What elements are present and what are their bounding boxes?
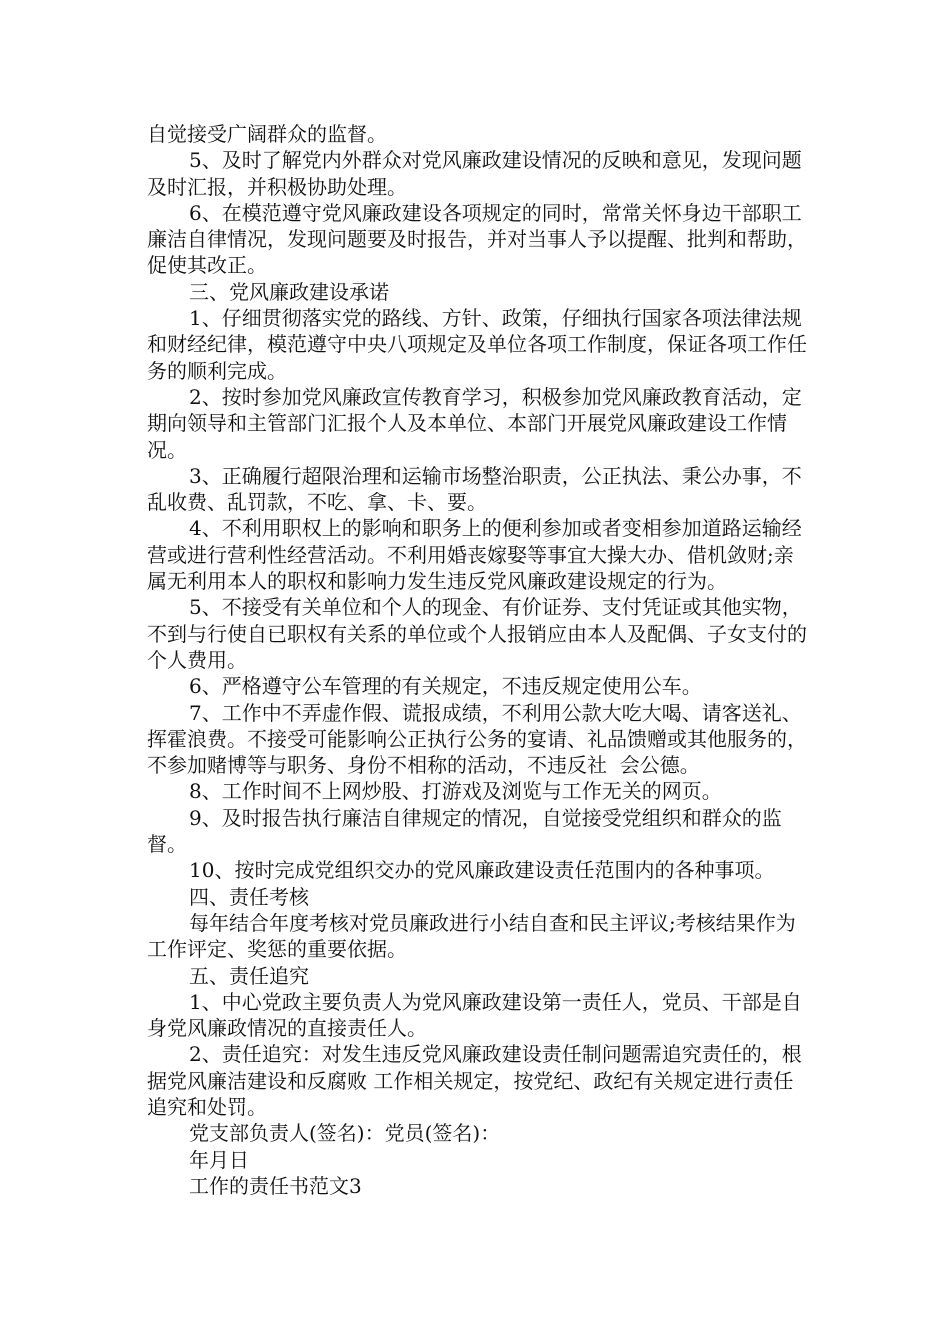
accountability-item-2: 2、责任追究：对发生违反党风廉政建设责任制问题需追究责任的，根据党风廉洁建设和反腐败 工作相关规定，按党纪、政纪有关规定进行责任追究和处罚。 <box>147 1042 802 1119</box>
commitment-item-3: 3、正确履行超限治理和运输市场整治职责，公正执法、秉公办事，不乱收费、乱罚款，不吃、拿、卡、要。 <box>147 463 802 515</box>
document-body <box>147 121 807 1199</box>
commitment-item-2: 2、按时参加党风廉政宣传教育学习，积极参加党风廉政教育活动，定期向领导和主管部门汇报个人及本单位、本部门开展党风廉政建设工作情况。 <box>147 384 802 462</box>
signature-line: 党支部负责人(签名)：党员(签名)： <box>189 1121 501 1146</box>
commitment-item-1: 1、仔细贯彻落实党的路线、方针、政策，仔细执行国家各项法律法规和财经纪律，模范遵守中央八项规定及单位各项工作制度，保证各项工作任务的顺利完成。 <box>147 306 807 383</box>
commitment-item-7: 7、工作中不弄虚作假、谎报成绩，不利用公款大吃大喝、请客送礼、挥霍浪费。不接受可能影响公正执行公务的宴请、礼品馈赠或其他服务的，不参加赌博等与职务、身份不相称的活动，不违反社 会公德。 <box>147 700 807 778</box>
section-heading-3: 三、党风廉政建设承诺 <box>189 279 389 304</box>
paragraph-continuation: 自觉接受广阔群众的监督。 <box>147 122 387 146</box>
date-line: 年月日 <box>189 1147 249 1172</box>
commitment-item-5: 5、不接受有关单位和个人的现金、有价证券、支付凭证或其他实物，不到与行使自已职权有关系的单位或个人报销应由本人及配偶、子女支付的个人费用。 <box>147 595 807 672</box>
commitment-item-9: 9、及时报告执行廉洁自律规定的情况，自觉接受党组织和群众的监督。 <box>147 805 782 857</box>
commitment-item-8: 8、工作时间不上网炒股、打游戏及浏览与工作无关的网页。 <box>189 779 722 804</box>
paragraph-item-5: 5、及时了解党内外群众对党风廉政建设情况的反映和意见，发现问题及时汇报，并积极协助处理。 <box>147 148 802 199</box>
section-heading-4: 四、责任考核 <box>189 884 309 909</box>
commitment-item-6: 6、严格遵守公车管理的有关规定，不违反规定使用公车。 <box>189 674 702 699</box>
next-sample-title: 工作的责任书范文3 <box>189 1173 362 1198</box>
commitment-item-4: 4、不利用职权上的影响和职务上的便利参加或者变相参加道路运输经营或进行营利性经营活动。不利用婚丧嫁娶等事宜大操大办、借机敛财;亲属无利用本人的职权和影响力发生违反党风廉政建设规定的行为。 <box>147 516 802 594</box>
accountability-item-1: 1、中心党政主要负责人为党风廉政建设第一责任人，党员、干部是自身党风廉政情况的直接责任人。 <box>147 989 802 1041</box>
paragraph-item-6: 6、在模范遵守党风廉政建设各项规定的同时，常常关怀身边干部职工廉洁自律情况，发现问题要及时报告，并对当事人予以提醒、批判和帮助，促使其改正。 <box>147 200 807 278</box>
commitment-item-10: 10、按时完成党组织交办的党风廉政建设责任范围内的各种事项。 <box>189 858 775 883</box>
assessment-paragraph: 每年结合年度考核对党员廉政进行小结自查和民主评议;考核结果作为工作评定、奖惩的重要依据。 <box>147 910 796 962</box>
section-heading-5: 五、责任追究 <box>189 963 309 988</box>
